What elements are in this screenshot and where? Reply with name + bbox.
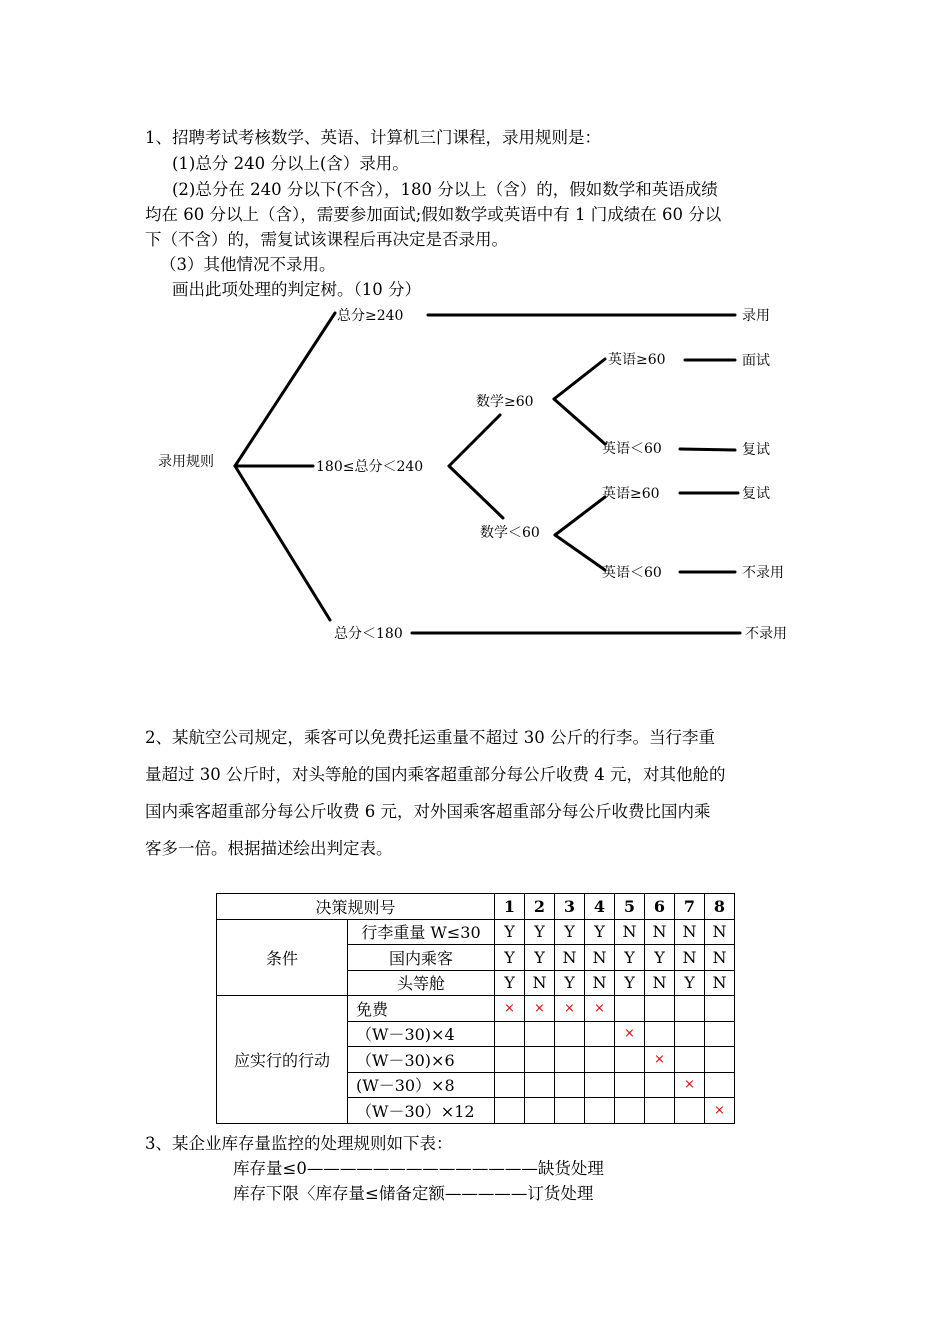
node-eng-ge-60-a: 英语≥60 (608, 352, 666, 368)
action-mark (585, 1072, 615, 1098)
condition-value: N (675, 945, 705, 971)
action-name: （W－30)×4 (348, 1021, 495, 1047)
edge-mid-to-math-ge60 (449, 415, 500, 466)
action-mark: × (705, 1098, 735, 1124)
action-mark: × (525, 996, 555, 1022)
condition-value: Y (645, 945, 675, 971)
edge-math-lt60-to-eng-ge60 (555, 497, 605, 535)
table-row (217, 919, 735, 945)
actions-label: 应实行的行动 (217, 996, 348, 1124)
condition-value: Y (495, 919, 525, 945)
action-mark: × (585, 996, 615, 1022)
q2-line-1: 2、某航空公司规定，乘客可以免费托运重量不超过 30 公斤的行李。当行李重 (145, 728, 715, 747)
action-mark: × (615, 1021, 645, 1047)
condition-value: Y (585, 919, 615, 945)
decision-tree (0, 295, 950, 655)
outcome-retest-b: 复试 (742, 486, 770, 502)
outcome-reject-a: 不录用 (742, 565, 784, 581)
q2-line-2: 量超过 30 公斤时，对头等舱的国内乘客超重部分每公斤收费 4 元，对其他舱的 (145, 765, 726, 784)
condition-value: Y (525, 945, 555, 971)
action-mark (675, 996, 705, 1022)
action-mark (525, 1047, 555, 1073)
action-mark: × (645, 1047, 675, 1073)
action-mark (585, 1021, 615, 1047)
condition-value: Y (495, 945, 525, 971)
action-mark (675, 1021, 705, 1047)
action-mark (495, 1072, 525, 1098)
edge-math-lt60-to-eng-lt60 (555, 535, 605, 570)
node-total-ge-240: 总分≥240 (337, 308, 404, 324)
node-total-mid: 180≤总分＜240 (316, 459, 424, 475)
action-mark (705, 1047, 735, 1073)
node-eng-lt-60-b: 英语＜60 (602, 565, 662, 581)
condition-value: N (705, 970, 735, 996)
action-mark (555, 1047, 585, 1073)
action-mark (555, 1072, 585, 1098)
q3-rule-2: 库存下限〈库存量≤储备定额—————订货处理 (233, 1184, 594, 1203)
action-mark: × (555, 996, 585, 1022)
table-header-row (217, 894, 735, 920)
action-mark (585, 1047, 615, 1073)
q1-rule-3: （3）其他情况不录用。 (160, 255, 336, 274)
edge-root-to-lt180 (235, 466, 330, 620)
rule-number: 6 (645, 894, 675, 920)
rule-number: 3 (555, 894, 585, 920)
action-mark (555, 1098, 585, 1124)
edge-to-retest-a (680, 449, 735, 450)
condition-value: Y (555, 919, 585, 945)
action-mark (645, 996, 675, 1022)
rule-number: 5 (615, 894, 645, 920)
table-row (217, 996, 735, 1022)
action-mark (645, 1021, 675, 1047)
q1-task: 画出此项处理的判定树。（10 分） (172, 280, 421, 299)
action-mark (615, 1072, 645, 1098)
condition-value: Y (555, 970, 585, 996)
q1-rule-2-line-2: 均在 60 分以上（含），需要参加面试;假如数学或英语中有 1 门成绩在 60 分以 (145, 205, 722, 224)
condition-value: N (645, 970, 675, 996)
action-mark (615, 996, 645, 1022)
decision-table (216, 893, 735, 1124)
outcome-hire: 录用 (742, 308, 770, 324)
q1-title: 1、招聘考试考核数学、英语、计算机三门课程，录用规则是： (145, 128, 601, 147)
outcome-interview: 面试 (742, 353, 770, 369)
action-mark (495, 1047, 525, 1073)
node-eng-lt-60-a: 英语＜60 (602, 441, 662, 457)
action-mark (495, 1098, 525, 1124)
action-mark (585, 1098, 615, 1124)
edge-math-ge60-to-eng-lt60 (554, 399, 605, 444)
rule-number: 8 (705, 894, 735, 920)
rule-number: 2 (525, 894, 555, 920)
condition-value: Y (615, 945, 645, 971)
condition-value: N (645, 919, 675, 945)
edge-mid-to-math-lt60 (449, 466, 503, 518)
outcome-reject-b: 不录用 (745, 626, 787, 642)
action-mark (555, 1021, 585, 1047)
action-mark (525, 1072, 555, 1098)
condition-value: Y (615, 970, 645, 996)
q3-rule-1: 库存量≤0——————————————缺货处理 (233, 1159, 604, 1178)
rule-number: 1 (495, 894, 525, 920)
node-root: 录用规则 (158, 454, 214, 470)
rule-number: 7 (675, 894, 705, 920)
condition-value: N (555, 945, 585, 971)
condition-value: N (525, 970, 555, 996)
rule-number-header: 决策规则号 (217, 894, 495, 920)
condition-value: N (705, 919, 735, 945)
condition-value: N (585, 970, 615, 996)
condition-value: Y (675, 970, 705, 996)
node-total-lt-180: 总分＜180 (334, 626, 403, 642)
outcome-retest-a: 复试 (742, 442, 770, 458)
edge-root-to-ge240 (235, 313, 335, 466)
condition-name: 行李重量 W≤30 (348, 919, 495, 945)
q2-line-3: 国内乘客超重部分每公斤收费 6 元，对外国乘客超重部分每公斤收费比国内乘 (145, 802, 711, 821)
q1-rule-2-line-1: (2)总分在 240 分以下(不含），180 分以上（含）的，假如数学和英语成绩 (172, 180, 718, 199)
q1-rule-1: (1)总分 240 分以上(含）录用。 (172, 154, 409, 173)
condition-name: 头等舱 (348, 970, 495, 996)
rule-number: 4 (585, 894, 615, 920)
action-mark: × (495, 996, 525, 1022)
condition-value: Y (525, 919, 555, 945)
action-mark: × (675, 1072, 705, 1098)
action-mark (705, 1072, 735, 1098)
action-mark (495, 1021, 525, 1047)
action-name: （W－30）×12 (348, 1098, 495, 1124)
action-mark (675, 1098, 705, 1124)
action-name: （W－30)×6 (348, 1047, 495, 1073)
condition-name: 国内乘客 (348, 945, 495, 971)
action-mark (675, 1047, 705, 1073)
edge-math-ge60-to-eng-ge60 (554, 359, 605, 399)
action-mark (705, 1021, 735, 1047)
node-math-ge-60: 数学≥60 (476, 394, 534, 410)
action-mark (525, 1098, 555, 1124)
action-mark (615, 1098, 645, 1124)
action-mark (705, 996, 735, 1022)
q1-rule-2-line-3: 下（不含）的，需复试该课程后再决定是否录用。 (145, 230, 508, 249)
q3-title: 3、某企业库存量监控的处理规则如下表： (145, 1134, 453, 1153)
conditions-label: 条件 (217, 919, 348, 996)
condition-value: N (615, 919, 645, 945)
action-mark (645, 1072, 675, 1098)
condition-value: Y (495, 970, 525, 996)
action-mark (645, 1098, 675, 1124)
node-eng-ge-60-b: 英语≥60 (602, 486, 660, 502)
action-mark (525, 1021, 555, 1047)
condition-value: N (585, 945, 615, 971)
action-mark (615, 1047, 645, 1073)
node-math-lt-60: 数学＜60 (480, 525, 540, 541)
q2-line-4: 客多一倍。根据描述绘出判定表。 (145, 839, 393, 858)
action-name: 免费 (348, 996, 495, 1022)
condition-value: N (705, 945, 735, 971)
action-name: (W－30）×8 (348, 1072, 495, 1098)
condition-value: N (675, 919, 705, 945)
